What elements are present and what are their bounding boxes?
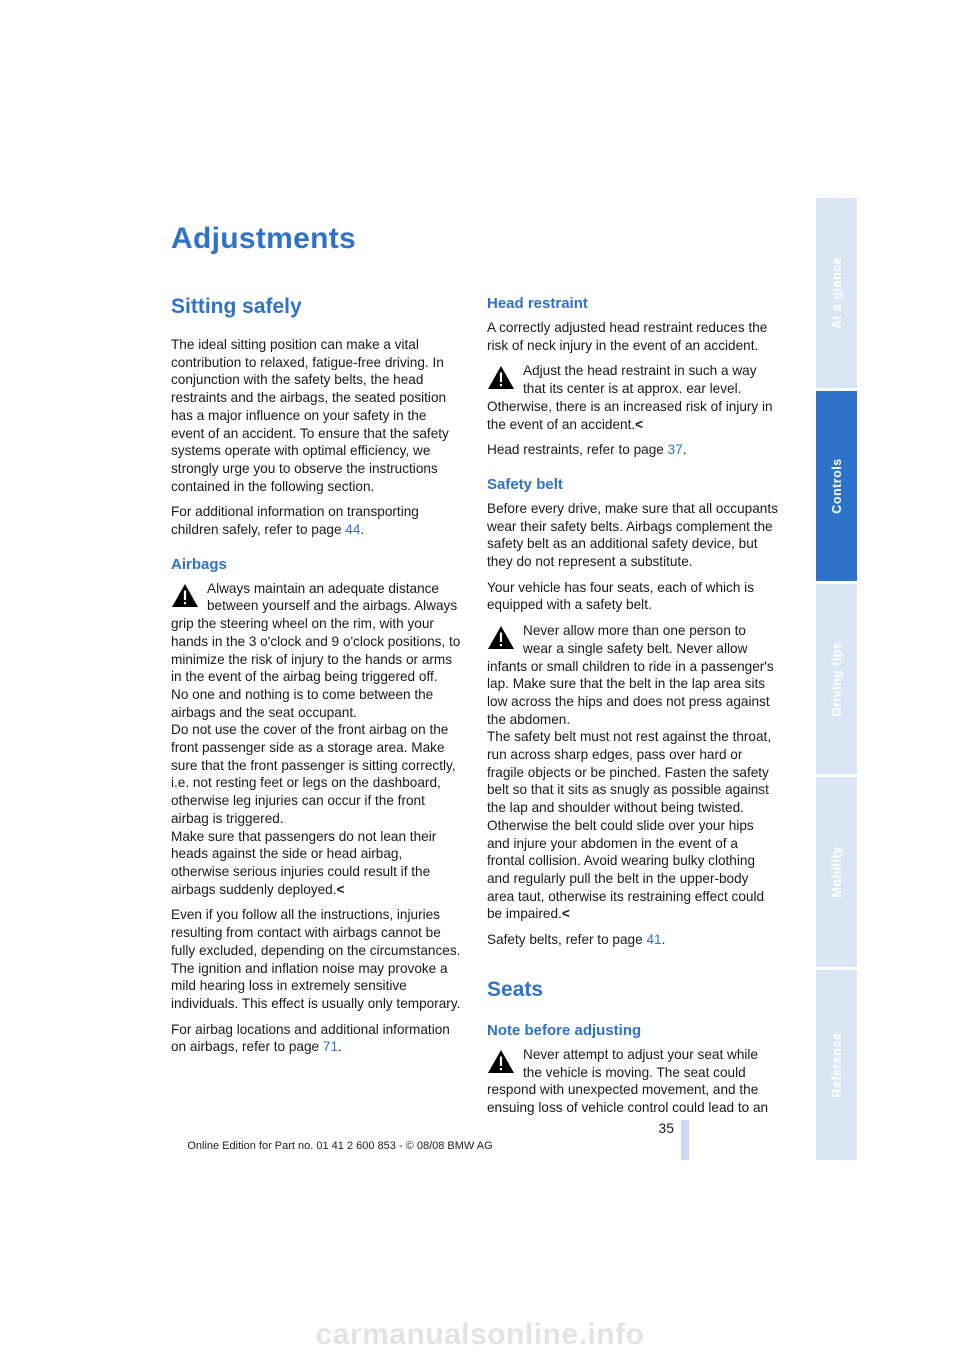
head-restraint-warning-text: Adjust the head restraint in such a way that its center is at approx. ear level. Otherwise, there is an increased risk of injury in the event of an accident.< [487, 363, 773, 432]
children-reference: For additional information on transporting children safely, refer to page 44. [171, 504, 419, 538]
airbags-warning-text-3: Do not use the cover of the front airbag on the front passenger side as a storage area. Make sure that the front passenger is sitting correctly, i.e. not resting feet or legs on the dashboard, otherwise leg injuries can occur if the front airbag is triggered. [171, 722, 456, 826]
subsection-title-airbags: Airbags [171, 555, 227, 573]
safety-belt-warning [487, 622, 779, 923]
subsection-title-safety-belt: Safety belt [487, 475, 563, 493]
end-mark: < [336, 881, 345, 897]
end-mark: < [635, 416, 644, 432]
safety-belt-warning-text-1: Never allow more than one person to wear a single safety belt. Never allow infants or small children to ride in a passenger's lap. Make sure that the belt in the lap area sits low across the hips and does not press against the abdomen. [487, 623, 774, 727]
page-link-44[interactable]: 44 [345, 522, 361, 538]
safety-belt-seats: Your vehicle has four seats, each of which is equipped with a safety belt. [487, 579, 754, 613]
head-restraint-intro: A correctly adjusted head restraint reduces the risk of neck injury in the event of an accident. [487, 320, 768, 353]
sidebar-tab-at-a-glance[interactable]: At a glance [816, 198, 857, 388]
chapter-sidebar [816, 198, 857, 1159]
safety-belt-warning-text-2: The safety belt must not rest against the throat, run across sharp edges, pass over hard or fragile objects or be pinched. Fasten the safety belt so that it sits as snugly as possible against the lap and shoulder without being twisted. Otherwise the belt could slide over your hips and injure your abdomen in the event of a frontal collision. Avoid wearing bulky clothing and regularly pull the belt in the upper-body area taut, otherwise its restraining effect could be impaired.< [487, 729, 772, 922]
sidebar-tab-mobility[interactable]: Mobility [816, 777, 857, 967]
page-link-41[interactable]: 41 [646, 932, 662, 948]
airbags-warning [171, 580, 463, 899]
airbags-warning-text-2: No one and nothing is to come between the airbags and the seat occupant. [171, 686, 434, 720]
sidebar-tab-driving-tips[interactable]: Driving tips [816, 584, 857, 774]
note-warning-text: Never attempt to adjust your seat while the vehicle is moving. The seat could respond with unexpected movement, and the ensuing loss of vehicle control could lead to an [487, 1046, 769, 1115]
section-title-sitting-safely: Sitting safely [171, 295, 302, 318]
airbags-paragraph: Even if you follow all the instructions, injuries resulting from contact with airbags cannot be fully excluded, depending on the circumstances. The ignition and inflation noise may provoke a mild hearing loss in extremely sensitive individuals. This effect is usually only temporary. [171, 907, 461, 1011]
end-mark: < [561, 906, 570, 922]
page-number: 35 [658, 1120, 674, 1136]
page-link-71[interactable]: 71 [322, 1039, 339, 1055]
sidebar-tab-controls[interactable]: Controls [816, 391, 857, 581]
section-title-seats: Seats [487, 977, 544, 1001]
head-restraint-warning [487, 362, 779, 433]
note-warning [487, 1046, 779, 1117]
footer-edition: Online Edition for Part no. 01 41 2 600 853 - © 08/08 BMW AG [187, 1140, 493, 1152]
page-title: Adjustments [171, 222, 356, 255]
head-restraint-reference: Head restraints, refer to page 37. [487, 442, 687, 458]
airbags-warning-text-1: Always maintain an adequate distance between yourself and the airbags. Always grip the steering wheel on the rim, with your hands in the 3 o'clock and 9 o'clock positions, to minimize the risk of injury to the hands or arms in the event of the airbag being triggered off. [171, 580, 461, 685]
warning-triangle-icon [487, 364, 523, 394]
left-column [171, 290, 463, 1064]
warning-triangle-icon [171, 582, 207, 612]
airbags-warning-text-4: Make sure that passengers do not lean their heads against the side or head airbag, otherwise serious injuries could result if the airbags suddenly deployed.< [171, 828, 437, 897]
safety-belt-reference: Safety belts, refer to page 41. [487, 932, 666, 948]
warning-triangle-icon [487, 624, 523, 654]
watermark: carmanualsonline.info [315, 1318, 645, 1351]
page-number-bar [681, 1120, 689, 1160]
right-column [487, 290, 779, 1125]
page-link-37[interactable]: 37 [667, 442, 683, 458]
airbags-reference: For airbag locations and additional information on airbags, refer to page 71. [171, 1021, 450, 1055]
warning-triangle-icon [487, 1048, 523, 1078]
subsection-title-head-restraint: Head restraint [487, 295, 588, 312]
subsection-title-note-before-adjusting: Note before adjusting [487, 1021, 642, 1039]
safety-belt-intro: Before every drive, make sure that all occupants wear their safety belts. Airbags complement the safety belt as an additional safety device, but they do not represent a substitute. [487, 500, 778, 570]
intro-paragraph: The ideal sitting position can make a vital contribution to relaxed, fatigue-free driving. In conjunction with the safety belts, the head restraints and the airbags, the seated position has a major influence on your safety in the event of an accident. To ensure that the safety systems operate with optimal efficiency, we strongly urge you to observe the instructions contained in the following section. [171, 337, 449, 494]
sidebar-tab-reference[interactable]: Reference [816, 970, 857, 1160]
